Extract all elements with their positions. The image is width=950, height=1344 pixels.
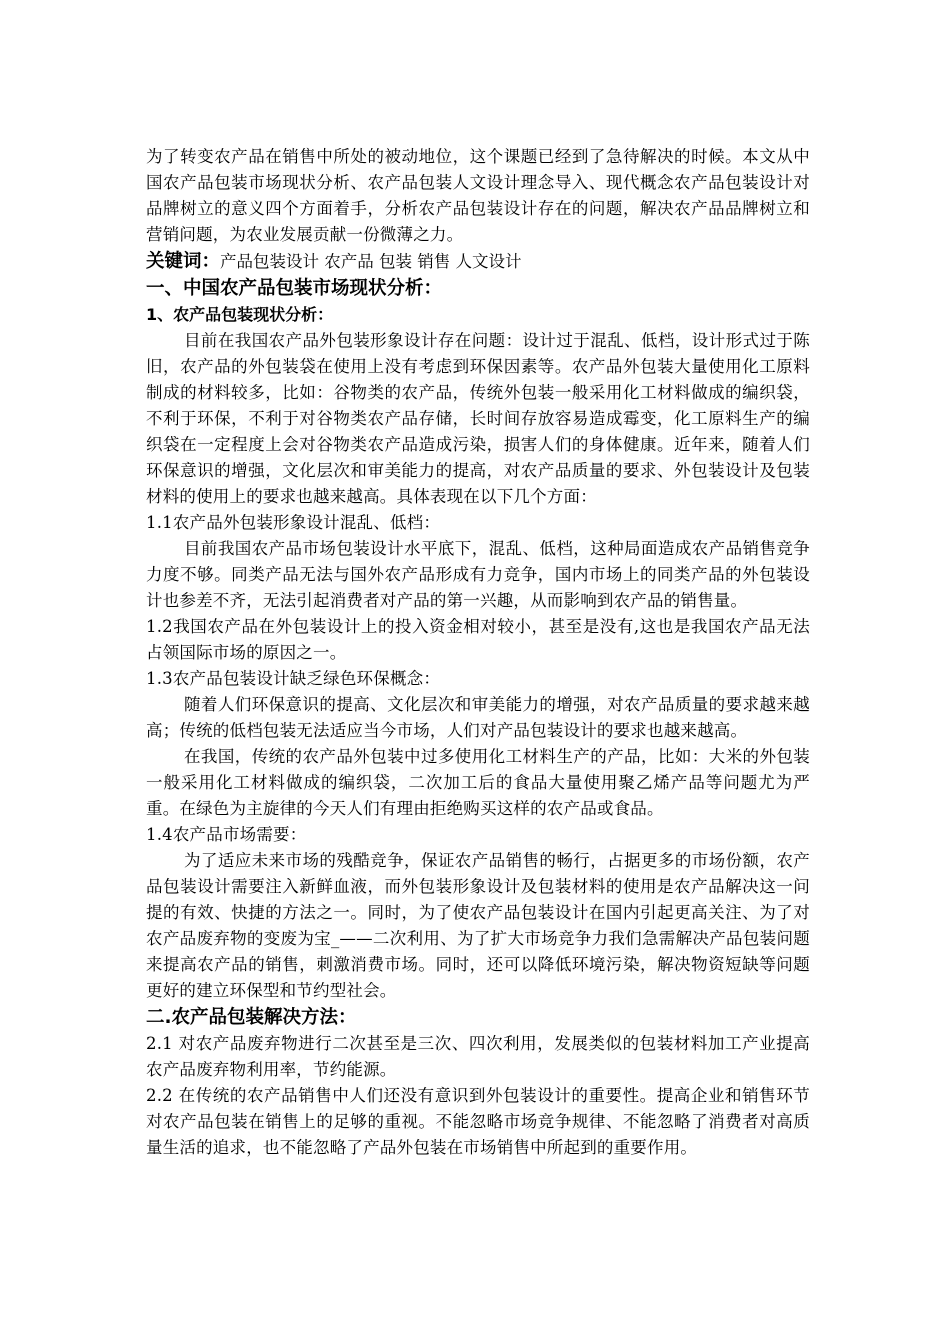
keywords-line bbox=[146, 248, 810, 275]
intro-paragraph: 为了转变农产品在销售中所处的被动地位，这个课题已经到了急待解决的时候。本文从中国农产品包装市场现状分析、农产品包装人文设计理念导入、现代概念农产品包装设计对品牌树立的意义四个方面着手，分析农产品包装设计存在的问题，解决农产品品牌树立和营销问题，为农业发展贡献一份微薄之力。 bbox=[146, 147, 810, 244]
item-1-2-paragraph: 1.2我国农产品在外包装设计上的投入资金相对较小，甚至是没有,这也是我国农产品无法占领国际市场的原因之一。 bbox=[146, 617, 810, 662]
item-1-3-heading: 1.3农产品包装设计缺乏绿色环保概念： bbox=[146, 669, 441, 688]
item-1-3-paragraph-1: 随着人们环保意识的提高、文化层次和审美能力的增强，对农产品质量的要求越来越高；传统的低档包装无法适应当今市场，人们对产品包装设计的要求也越来越高。 bbox=[146, 695, 810, 740]
keywords-label: 关键词： bbox=[146, 251, 221, 272]
section1-sub1-heading: 1、农产品包装现状分析： bbox=[146, 305, 334, 324]
item-1-1-heading: 1.1农产品外包装形象设计混乱、低档： bbox=[146, 513, 441, 532]
item-1-3-paragraph-2: 在我国，传统的农产品外包装中过多使用化工材料生产的产品，比如：大米的外包装一般采用化工材料做成的编织袋，二次加工后的食品大量使用聚乙烯产品等问题尤为严重。在绿色为主旋律的今天人们有理由拒绝购买这样的农产品或食品。 bbox=[146, 747, 810, 818]
item-1-1-paragraph: 目前我国农产品市场包装设计水平底下，混乱、低档，这种局面造成农产品销售竞争力度不够。同类产品无法与国外农产品形成有力竞争，国内市场上的同类产品的外包装设计也参差不齐，无法引起消费者对产品的第一兴趣，从而影响到农产品的销售量。 bbox=[146, 539, 810, 610]
item-2-1-paragraph: 2.1 对农产品废弃物进行二次甚至是三次、四次利用，发展类似的包装材料加工产业提高农产品废弃物利用率，节约能源。 bbox=[146, 1034, 810, 1079]
item-1-4-heading: 1.4农产品市场需要： bbox=[146, 825, 307, 844]
item-1-4-paragraph: 为了适应未来市场的残酷竞争，保证农产品销售的畅行，占据更多的市场份额，农产品包装设计需要注入新鲜血液，而外包装形象设计及包装材料的使用是农产品解决这一问提的有效、快捷的方法之一。同时，为了使农产品包装设计在国内引起更高关注、为了对农产品废弃物的变废为宝_——二次利用、为了扩大市场竞争力我们急需解决产品包装问题来提高农产品的销售，刺激消费市场。同时，还可以降低环境污染，解决物资短缺等问题更好的建立环保型和节约型社会。 bbox=[146, 851, 810, 1000]
section1-heading: 一、中国农产品包装市场现状分析： bbox=[146, 278, 443, 299]
section1-sub1-paragraph: 目前在我国农产品外包装形象设计存在问题：设计过于混乱、低档，设计形式过于陈旧，农产品的外包装袋在使用上没有考虑到环保因素等。农产品外包装大量使用化工原料制成的材料较多，比如：谷物类的农产品，传统外包装一般采用化工材料做成的编织袋，不利于环保，不利于对谷物类农产品存储，长时间存放容易造成霉变，化工原料生产的编织袋在一定程度上会对谷物类农产品造成污染，损害人们的身体健康。近年来，随着人们环保意识的增强，文化层次和审美能力的提高，对农产品质量的要求、外包装设计及包装材料的使用上的要求也越来越高。具体表现在以下几个方面： bbox=[146, 331, 810, 506]
item-2-2-paragraph: 2.2 在传统的农产品销售中人们还没有意识到外包装设计的重要性。提高企业和销售环节对农产品包装在销售上的足够的重视。不能忽略市场竞争规律、不能忽略了消费者对高质量生活的追求，也不能忽略了产品外包装在市场销售中所起到的重要作用。 bbox=[146, 1086, 810, 1157]
section2-heading: 二.农产品包装解决方法： bbox=[146, 1007, 357, 1028]
keywords-text: 产品包装设计 农产品 包装 销售 人文设计 bbox=[220, 252, 522, 271]
document-body bbox=[146, 144, 810, 1161]
